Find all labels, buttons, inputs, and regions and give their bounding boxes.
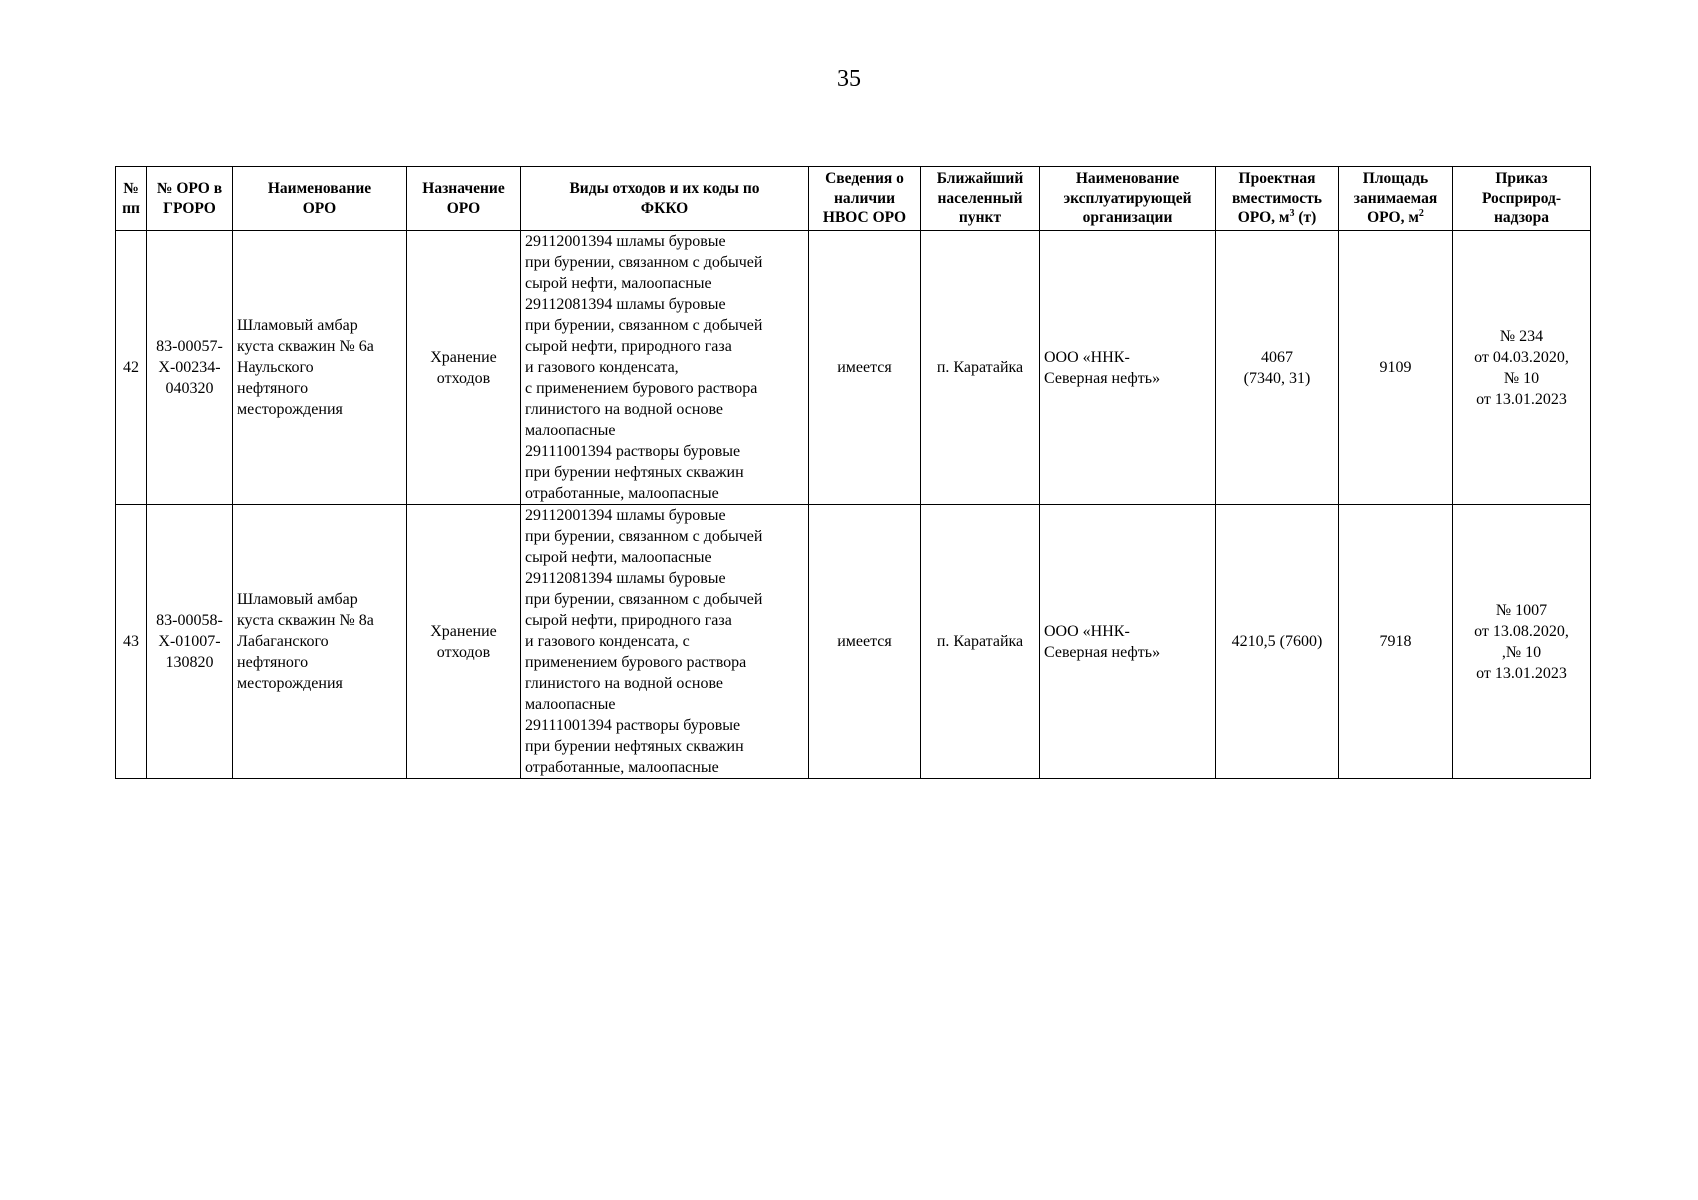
waste-types: 29112001394 шламы буровые при бурении, связанном с добычей сырой нефти, малоопасные 29112081394 шламы буровые при бурении, связанном с добычей сырой нефти, природного газа и газового конденсата, с применением бурового раствора глинистого на водной основе малоопасные 29111001394 растворы буровые при бурении нефтяных скважин отработанные, малоопасные xyxy=(521,505,809,779)
design-capacity: 4067 (7340, 31) xyxy=(1216,231,1339,505)
nvos-status: имеется xyxy=(809,231,921,505)
oro-purpose: Хранение отходов xyxy=(407,505,521,779)
col-header-num: № пп xyxy=(116,167,147,231)
table-row xyxy=(116,505,1591,779)
waste-types: 29112001394 шламы буровые при бурении, связанном с добычей сырой нефти, малоопасные 29112081394 шламы буровые при бурении, связанном с добычей сырой нефти, природного газа и газового конденсата, с применением бурового раствора глинистого на водной основе малоопасные 29111001394 растворы буровые при бурении нефтяных скважин отработанные, малоопасные xyxy=(521,231,809,505)
oro-name: Шламовый амбар куста скважин № 6а Наульского нефтяного месторождения xyxy=(233,231,407,505)
groro-number: 83-00058- Х-01007- 130820 xyxy=(147,505,233,779)
row-number: 42 xyxy=(116,231,147,505)
table-row xyxy=(116,231,1591,505)
row-number: 43 xyxy=(116,505,147,779)
col-header-purpose: Назначение ОРО xyxy=(407,167,521,231)
operator-name: ООО «ННК- Северная нефть» xyxy=(1040,505,1216,779)
regulator-order: № 1007 от 13.08.2020, ,№ 10 от 13.01.2023 xyxy=(1453,505,1591,779)
col-header-operator: Наименование эксплуатирующей организации xyxy=(1040,167,1216,231)
col-header-name: Наименование ОРО xyxy=(233,167,407,231)
nvos-status: имеется xyxy=(809,505,921,779)
occupied-area: 9109 xyxy=(1339,231,1453,505)
regulator-order: № 234 от 04.03.2020, № 10 от 13.01.2023 xyxy=(1453,231,1591,505)
col-header-groro: № ОРО в ГРОРО xyxy=(147,167,233,231)
oro-purpose: Хранение отходов xyxy=(407,231,521,505)
page-number: 35 xyxy=(837,66,861,92)
design-capacity: 4210,5 (7600) xyxy=(1216,505,1339,779)
col-header-waste: Виды отходов и их коды по ФККО xyxy=(521,167,809,231)
nearest-settlement: п. Каратайка xyxy=(921,505,1040,779)
col-header-nvos: Сведения о наличии НВОС ОРО xyxy=(809,167,921,231)
header-row xyxy=(116,167,1591,231)
groro-number: 83-00057- Х-00234- 040320 xyxy=(147,231,233,505)
operator-name: ООО «ННК- Северная нефть» xyxy=(1040,231,1216,505)
col-header-settlement: Ближайший населенный пункт xyxy=(921,167,1040,231)
nearest-settlement: п. Каратайка xyxy=(921,231,1040,505)
col-header-capacity: Проектная вместимость ОРО, $м^3$ (т) xyxy=(1216,167,1339,231)
oro-name: Шламовый амбар куста скважин № 8а Лабаганского нефтяного месторождения xyxy=(233,505,407,779)
occupied-area: 7918 xyxy=(1339,505,1453,779)
col-header-area: Площадь занимаемая ОРО, $м^2$ xyxy=(1339,167,1453,231)
registry-table xyxy=(115,166,1591,779)
col-header-order: Приказ Росприрод- надзора xyxy=(1453,167,1591,231)
